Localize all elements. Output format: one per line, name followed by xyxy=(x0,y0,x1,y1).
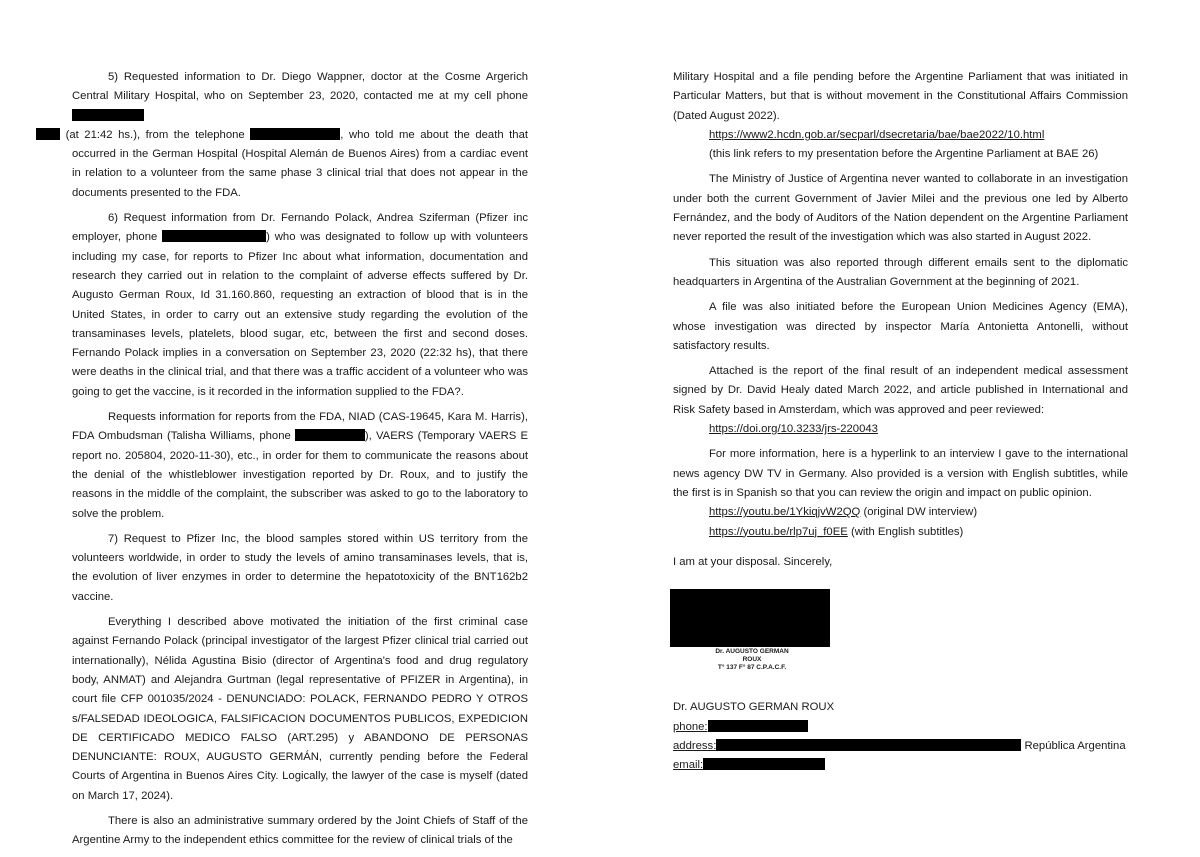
redaction-bar xyxy=(708,720,808,732)
redaction-bar xyxy=(716,739,1021,751)
paragraph-dw-interview: For more information, here is a hyperlink to an interview I gave to the international news agency DW TV in Germany. Also provided is a version with English subtitles, while the first is in Spanish so that you can review the origin and impact on public opinion. xyxy=(673,448,1128,499)
youtube-link-1-line: https://youtu.be/1YkiqjvW2QQ (original DW interview) xyxy=(709,506,978,519)
email-line: email: xyxy=(673,756,825,775)
left-column xyxy=(65,68,529,857)
paragraph-request-7: 7) Request to Pfizer Inc, the blood samples stored within US territory from the volunteers worldwide, in order to study the levels of amino transaminases levels, that is, the evolution of liver enzymes in order to determine the hepatotoxicity of the BNT162b2 vaccine. xyxy=(72,532,528,603)
redaction-bar xyxy=(36,128,60,140)
paragraph-request-6: 6) Request information from Dr. Fernando Polack, Andrea Sziferman (Pfizer inc employer, phone ) who was designated to follow up with volunteers including my case, for reports to Pfizer Inc about what information, documentation and research they carried out in relation to the complaint of adverse effects suffered by Dr. Augusto German Roux, Id 31.160.860, requesting an extraction of blood that is in the United States, in order to carry out an extensive study regarding the evolution of the transaminases levels, platelets, blood sugar, etc, between the first and second doses. Fernando Polack implies in a conversation on September 23, 2020 (22:32 hs), that there were deaths in the clinical trial, and that there was a traffic accident of a volunteer who was going to get the vaccine, is it recorded in the information supplied to the FDA?. xyxy=(72,212,529,398)
signature-redaction xyxy=(670,589,830,647)
signature-stamp: Dr. AUGUSTO GERMAN ROUX T° 137 F° 87 C.P.A.C.F. xyxy=(715,648,789,671)
redaction-bar xyxy=(703,758,825,770)
doi-link[interactable]: https://doi.org/10.3233/jrs-220043 xyxy=(709,423,878,436)
doi-link-line xyxy=(673,420,1128,439)
parliament-link[interactable]: https://www2.hcdn.gob.ar/secparl/dsecretaria/bae/bae2022/10.html xyxy=(709,128,1045,141)
redaction-bar xyxy=(295,429,365,441)
paragraph-request-5: 5) Requested information to Dr. Diego Wappner, doctor at the Cosme Argerich Central Military Hospital, who on September 23, 2020, contacted me at my cell phone (at 21:42 hs.), from the telephone , who told me about the death that occurred in the German Hospital (Hospital Alemán de Buenos Aires) from a cardiac event in relation to a volunteer from the same phase 3 clinical trial that does not appear in the documents presented to the FDA. xyxy=(72,68,528,203)
paragraph-ema: A file was also initiated before the European Union Medicines Agency (EMA), whose investigation was directed by inspector María Antonietta Antonelli, without satisfactory results. xyxy=(673,301,1128,352)
parliament-link-note: (this link refers to my presentation before the Argentine Parliament at BAE 26) xyxy=(709,148,1099,161)
paragraph-military-hospital: Military Hospital and a file pending before the Argentine Parliament that was initiated in Particular Matters, but that is without movement in the Constitutional Affairs Commission (Dated August 2022). xyxy=(673,71,1128,122)
paragraph-criminal-case: Everything I described above motivated the initiation of the first criminal case against Fernando Polack (principal investigator of the largest Pfizer clinical trial carried out internationally), Nélida Agustina Bisio (director of Argentina's food and drug regulatory body, ANMAT) and Alejandra Gurtman (legal representative of PFIZER in Argentina), in court file CFP 001035/2024 - DENUNCIADO: POLACK, FERNANDO PEDRO Y OTROS s/FALSEDAD IDEOLOGICA, FALSIFICACION DOCUMENTOS PUBLICOS, EXPEDICION DE CERTIFICADO MEDICO FALSO (ART.295) y ABANDONO DE PERSONAS DENUNCIANTE: ROUX, AUGUSTO GERMÁN, currently pending before the Federal Courts of Argentina in Buenos Aires City. Logically, the lawyer of the case is myself (dated on March 17, 2024). xyxy=(72,616,528,802)
youtube-link-original[interactable]: https://youtu.be/1YkiqjvW2QQ xyxy=(709,506,861,519)
closing-line: I am at your disposal. Sincerely, xyxy=(673,556,833,568)
youtube-link-2-line: https://youtu.be/rlp7uj_f0EE (with English subtitles) xyxy=(709,525,964,538)
paragraph-healy-report: Attached is the report of the final result of an independent medical assessment signed by Dr. David Healy dated March 2022, and article published in International and Risk Safety based in Amsterdam, which was approved and peer reviewed: xyxy=(673,365,1128,416)
paragraph-fda-requests: Requests information for reports from the FDA, NIAD (CAS-19645, Kara M. Harris), FDA Ombudsman (Talisha Williams, phone ), VAERS (Temporary VAERS E report no. 205804, 2020-11-30), etc., in order for them to communicate the reasons about the denial of the whistleblower investigation reported by Dr. Roux, and to justify the reasons in the middle of the complaint, the subscriber was asked to go to the laboratory to solve the problem. xyxy=(72,411,528,520)
signer-name: Dr. AUGUSTO GERMAN ROUX xyxy=(673,701,835,713)
address-line: address: República Argentina xyxy=(673,740,1126,752)
paragraph-australian-embassy: This situation was also reported through different emails sent to the diplomatic headquarters in Argentina of the Australian Government at the beginning of 2021. xyxy=(673,256,1128,288)
redaction-bar xyxy=(250,128,340,140)
paragraph-administrative-summary: There is also an administrative summary ordered by the Joint Chiefs of Staff of the Argentine Army to the independent ethics committee for the review of clinical trials of the xyxy=(72,814,528,847)
right-column xyxy=(673,68,1128,542)
parliament-link-line xyxy=(673,126,1128,145)
phone-line: phone: xyxy=(673,718,808,737)
youtube-link-subtitles[interactable]: https://youtu.be/rlp7uj_f0EE xyxy=(709,525,848,538)
left-page xyxy=(0,0,600,848)
paragraph-ministry-justice: The Ministry of Justice of Argentina never wanted to collaborate in an investigation under both the current Government of Javier Milei and the previous one led by Alberto Fernández, and the body of Auditors of the Nation dependent on the Argentine Parliament never reported the result of the investigation which was also started in August 2022. xyxy=(673,173,1128,244)
redaction-bar xyxy=(162,230,266,242)
redaction-bar xyxy=(72,109,144,121)
